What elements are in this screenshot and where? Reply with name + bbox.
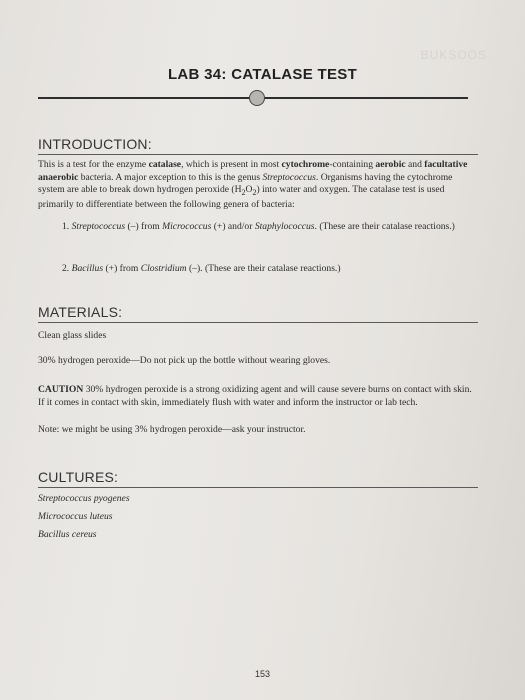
intro-genus-streptococcus: Streptococcus [262, 171, 316, 183]
list-text: (+) and/or [211, 221, 255, 232]
caution-label: CAUTION [38, 384, 84, 395]
title-divider [38, 93, 468, 103]
introduction-heading: INTRODUCTION: [38, 136, 478, 155]
intro-text-part: , which is present in most [181, 159, 282, 170]
intro-text-part: -containing [329, 159, 376, 170]
introduction-paragraph [38, 159, 478, 212]
culture-item: Streptococcus pyogenes [38, 493, 130, 504]
caution-text: 30% hydrogen peroxide is a strong oxidizing agent and will cause severe burns on contact with skin. If it comes in contact with skin, immediately flush with water and inform the instructor or lab tech. [38, 384, 472, 408]
page-number: 153 [254, 669, 271, 679]
watermark: BUKSOOS [420, 48, 487, 62]
intro-text-part: ) into water and oxygen. The catalase test is used primarily to differentiate between the following genera of bacteria: [38, 184, 445, 211]
genus-name: Staphylococcus [254, 221, 315, 232]
intro-term-catalase: catalase [148, 159, 182, 170]
list-number: 2. [62, 263, 70, 274]
divider-ornament-icon [249, 90, 265, 106]
list-item [62, 221, 477, 234]
culture-item: Bacillus cereus [38, 529, 97, 540]
genus-name: Bacillus [71, 263, 104, 274]
materials-heading: MATERIALS: [38, 304, 478, 323]
culture-item: Micrococcus luteus [38, 511, 113, 522]
list-text: (–) from [125, 221, 163, 232]
list-number: 1. [62, 221, 70, 232]
intro-text-part: bacteria. A major exception to this is the genus [78, 171, 263, 183]
genus-name: Micrococcus [162, 221, 212, 232]
materials-peroxide: 30% hydrogen peroxide—Do not pick up the bottle without wearing gloves. [38, 355, 331, 366]
materials-note: Note: we might be using 3% hydrogen peroxide—ask your instructor. [38, 424, 306, 435]
intro-term-cytochrome: cytochrome [281, 159, 330, 170]
materials-slides: Clean glass slides [38, 330, 107, 341]
caution-paragraph [38, 384, 478, 409]
list-text: (+) from [103, 263, 141, 274]
genus-name: Clostridium [140, 263, 187, 274]
intro-text-part: This is a test for the enzyme [38, 159, 149, 170]
page-title: LAB 34: CATALASE TEST [167, 66, 358, 83]
genus-name: Streptococcus [71, 221, 126, 232]
list-item [62, 263, 477, 276]
intro-text-part: O [245, 184, 253, 195]
intro-term-aerobic: aerobic [375, 159, 406, 170]
list-text: . (These are their catalase reactions.) [314, 221, 455, 232]
cultures-heading: CULTURES: [38, 469, 478, 488]
intro-text-part: . Organisms having the cytochrome system are able to break down hydrogen peroxide (H [38, 171, 453, 195]
intro-text-part: and [405, 159, 425, 170]
list-text: (–). (These are their catalase reactions.) [186, 263, 341, 274]
subscript: 2 [252, 187, 257, 197]
subscript: 2 [241, 187, 246, 197]
intro-term-facultative: facultative anaerobic [38, 159, 468, 183]
